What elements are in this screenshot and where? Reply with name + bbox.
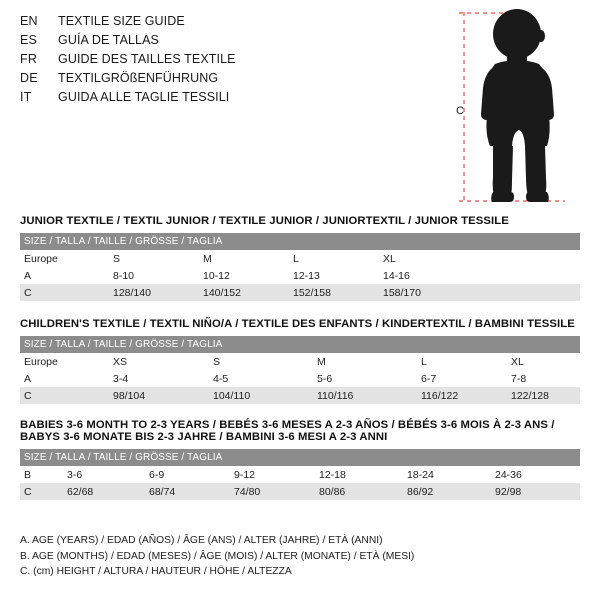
junior-col-5 [470,250,580,267]
children-col-0: Europe [24,355,58,368]
junior-col-3: L [293,252,299,265]
junior-row-a-v0: 8-10 [113,269,135,282]
silhouette-svg [455,6,585,206]
junior-col-2: M [203,252,212,265]
children-row-a-v4: 7-8 [511,372,527,385]
babies-row-c-v4: 86/92 [404,483,492,500]
babies-row-c-v3: 80/86 [316,483,404,500]
section-children [20,318,580,404]
children-size-table [20,336,580,404]
junior-row-c-v3: 158/170 [380,284,470,301]
junior-header-row [20,250,580,267]
children-row-a-v3: 6-7 [421,372,437,385]
child-silhouette-figure [455,6,585,206]
header-row-en [20,14,440,33]
section-children-title: CHILDREN'S TEXTILE / TEXTIL NIÑO/A / TEXTILE DES ENFANTS / KINDERTEXTIL / BAMBINI TESSILE [20,318,575,330]
children-row-a-v1: 4-5 [213,372,229,385]
section-babies-title-line2: BABYS 3-6 MONATE BIS 2-3 JAHRE / BAMBINI 3-6 MESI A 2-3 ANNI [20,431,388,443]
babies-row-c-v5: 92/98 [492,483,580,500]
junior-row-c-label: C [20,284,110,301]
junior-row-a-v1: 10-12 [203,269,230,282]
junior-row-c-pad [470,284,580,301]
babies-row-c-v2: 74/80 [231,483,316,500]
children-col-1: XS [113,355,128,368]
table-row [20,387,580,404]
header-row-de [20,71,440,90]
children-band-row [20,336,580,353]
children-row-a-v2: 5-6 [317,372,333,385]
junior-row-a-v3: 14-16 [383,269,410,282]
children-row-c-v3: 116/122 [418,387,508,404]
table-row [20,370,580,387]
footnotes-block [20,533,580,580]
children-row-c-v1: 104/110 [210,387,314,404]
children-row-a-label: A [24,372,32,385]
junior-row-c-v2: 152/158 [290,284,380,301]
babies-size-table [20,449,580,500]
table-row [20,466,580,483]
footnote-c: C. (cm) HEIGHT / ALTURA / HAUTEUR / HÖHE / ALTEZZA [20,566,292,577]
children-band-label: SIZE / TALLA / TAILLE / GRÖSSE / TAGLIA [20,336,580,353]
section-babies-title-line1: BABIES 3-6 MONTH TO 2-3 YEARS / BEBÉS 3-6 MESES A 2-3 AÑOS / BÉBÉS 3-6 MOIS À 2-3 ANS / [20,419,555,431]
babies-row-b-v0: 3-6 [67,468,83,481]
header-lang-de: DE [20,71,38,85]
header-lang-en: EN [20,14,38,28]
header-title-de: TEXTILGRÖßENFÜHRUNG [58,71,219,85]
header-title-fr: GUIDE DES TAILLES TEXTILE [58,52,236,66]
header-title-en: TEXTILE SIZE GUIDE [58,14,185,28]
babies-band-row [20,449,580,466]
children-row-c-v4: 122/128 [508,387,580,404]
children-row-c-v0: 98/104 [110,387,210,404]
height-measure-label: C [456,105,464,117]
children-col-4: L [421,355,427,368]
junior-col-1: S [113,252,121,265]
babies-row-c-label: C [20,483,64,500]
footnote-a: A. AGE (YEARS) / EDAD (AÑOS) / ÂGE (ANS) / ALTER (JAHRE) / ETÀ (ANNI) [20,535,383,546]
children-col-2: S [213,355,221,368]
section-babies-title [20,419,580,443]
junior-row-a-v2: 12-13 [293,269,320,282]
children-col-3: M [317,355,326,368]
section-junior-title: JUNIOR TEXTILE / TEXTIL JUNIOR / TEXTILE JUNIOR / JUNIORTEXTIL / JUNIOR TESSILE [20,215,509,227]
section-babies [20,419,580,500]
babies-row-b-v2: 9-12 [234,468,256,481]
table-row [20,483,580,500]
junior-col-0: Europe [24,252,58,265]
junior-band-row [20,233,580,250]
header-title-it: GUIDA ALLE TAGLIE TESSILI [58,90,230,104]
babies-row-b-v1: 6-9 [149,468,165,481]
children-row-c-v2: 110/116 [314,387,418,404]
babies-row-b-label: B [24,468,32,481]
section-junior [20,215,580,301]
header-lang-es: ES [20,33,38,47]
header-row-es [20,33,440,52]
babies-row-b-v4: 18-24 [407,468,434,481]
footnote-b: B. AGE (MONTHS) / EDAD (MESES) / ÂGE (MOIS) / ALTER (MONATE) / ETÀ (MESI) [20,550,415,562]
silhouette-body [481,9,554,202]
header-title-es: GUÍA DE TALLAS [58,33,159,47]
header-lang-it: IT [20,90,32,104]
children-col-5: XL [511,355,524,368]
babies-row-b-v3: 12-18 [319,468,346,481]
junior-row-c-v0: 128/140 [110,284,200,301]
junior-size-table [20,233,580,301]
header-row-fr [20,52,440,71]
babies-row-c-v1: 68/74 [146,483,231,500]
junior-row-a-pad [470,267,580,284]
table-row [20,284,580,301]
junior-row-c-v1: 140/152 [200,284,290,301]
babies-row-b-v5: 24-36 [495,468,522,481]
junior-row-a-label: A [24,269,32,282]
babies-band-label: SIZE / TALLA / TAILLE / GRÖSSE / TAGLIA [20,449,580,466]
babies-row-c-v0: 62/68 [64,483,146,500]
children-header-row [20,353,580,370]
children-row-a-v0: 3-4 [113,372,129,385]
table-row [20,267,580,284]
junior-band-label: SIZE / TALLA / TAILLE / GRÖSSE / TAGLIA [20,233,580,250]
header-lang-fr: FR [20,52,38,66]
children-row-c-label: C [20,387,110,404]
junior-col-4: XL [383,252,396,265]
header-row-it [20,90,440,109]
header-block [20,14,440,109]
